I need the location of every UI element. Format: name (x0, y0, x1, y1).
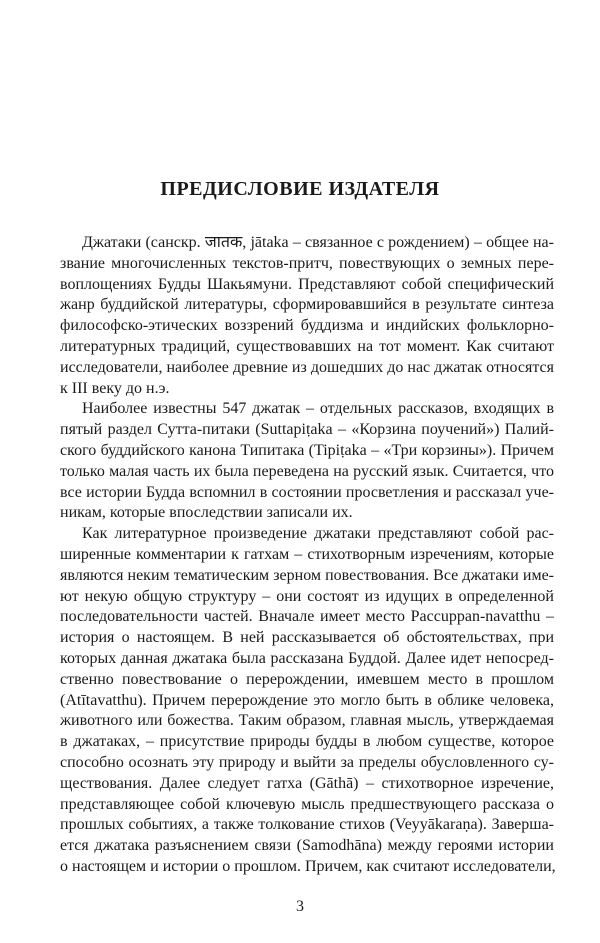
text-line: последовательности частей. Вначале имеет место Paccuppan-navatthu – (60, 608, 554, 626)
text-line: история о настоящем. В ней рассказывается об обстоятельствах, при (60, 629, 554, 647)
text-line: ширенные комментарии к гатхам – стихотворным изречениям, которые (60, 545, 554, 563)
text-line: пятый раздел Сутта-питаки (Suttapiṭaka – «Корзина поучений») Палий- (60, 421, 554, 439)
paragraph-1 (60, 233, 554, 399)
text-line: воплощениях Будды Шакьямуни. Представляют собой специфический (60, 275, 554, 293)
text-line: звание многочисленных текстов-притч, повествующих о земных пере- (60, 254, 554, 272)
text-line: философско-этических воззрений буддизма и индийских фольклорно- (60, 317, 554, 335)
text-line: ского буддийского канона Типитака (Tipiṭaka – «Три корзины»). Причем (60, 441, 554, 459)
text-line: способно осознать эту природу и выйти за пределы обусловленного су- (60, 753, 554, 771)
text-line: только малая часть их была переведена на русский язык. Считается, что (60, 462, 554, 480)
body-text (60, 233, 554, 878)
text-line: о настоящем и истории о прошлом. Причем, как считают исследователи, (60, 857, 556, 875)
text-line: ственно повествование о перерождении, имевшем место в прошлом (60, 670, 554, 688)
text-line: прошлых событиях, а также толкование стихов (Veyyākaraṇa). Заверша- (60, 816, 554, 834)
text-line: Наиболее известны 547 джатак – отдельных рассказов, входящих в (82, 400, 554, 418)
text-line: литературных традиций, существовавших на тот момент. Как считают (60, 337, 554, 355)
chapter-title: ПРЕДИСЛОВИЕ ИЗДАТЕЛЯ (160, 178, 440, 200)
text-line: к III веку до н.э. (60, 379, 170, 397)
text-line: все истории Будда вспомнил в состоянии просветления и рассказал уче- (60, 483, 554, 501)
text-line: никам, которые впоследствии записали их. (60, 504, 353, 522)
text-line: ется джатака разъяснением связи (Samodhāna) между героями истории (60, 837, 554, 855)
text-line: Как литературное произведение джатаки представляют собой рас- (82, 525, 554, 543)
text-line: являются неким тематическим зерном повествования. Все джатаки име- (60, 566, 554, 584)
text-line: ществования. Далее следует гатха (Gāthā) – стихотворное изречение, (60, 774, 554, 792)
text-line: ют некую общую структуру – они состоят из идущих в определенной (60, 587, 554, 605)
text-line: (Atītavatthu). Причем перерождение это могло быть в облике человека, (60, 691, 554, 709)
text-line: Джатаки (санскр. जातक, jātaka – связанное с рождением) – общее на- (82, 234, 554, 251)
text-line: жанр буддийской литературы, сформировавшийся в результате синтеза (60, 296, 554, 314)
paragraph-2 (60, 399, 554, 524)
text-line: в джатаках, – присутствие природы будды в любом существе, которое (60, 733, 554, 751)
text-line: представляющее собой ключевую мысль предшествующего рассказа о (60, 795, 554, 813)
page-number: 3 (296, 898, 304, 915)
text-line: исследователи, наиболее древние из дошедших до нас джатак относятся (60, 358, 554, 376)
text-line: которых данная джатака была рассказана Буддой. Далее идет непосред- (60, 649, 554, 667)
text-line: животного или божества. Таким образом, главная мысль, утверждаемая (60, 712, 554, 730)
paragraph-3 (60, 524, 554, 878)
